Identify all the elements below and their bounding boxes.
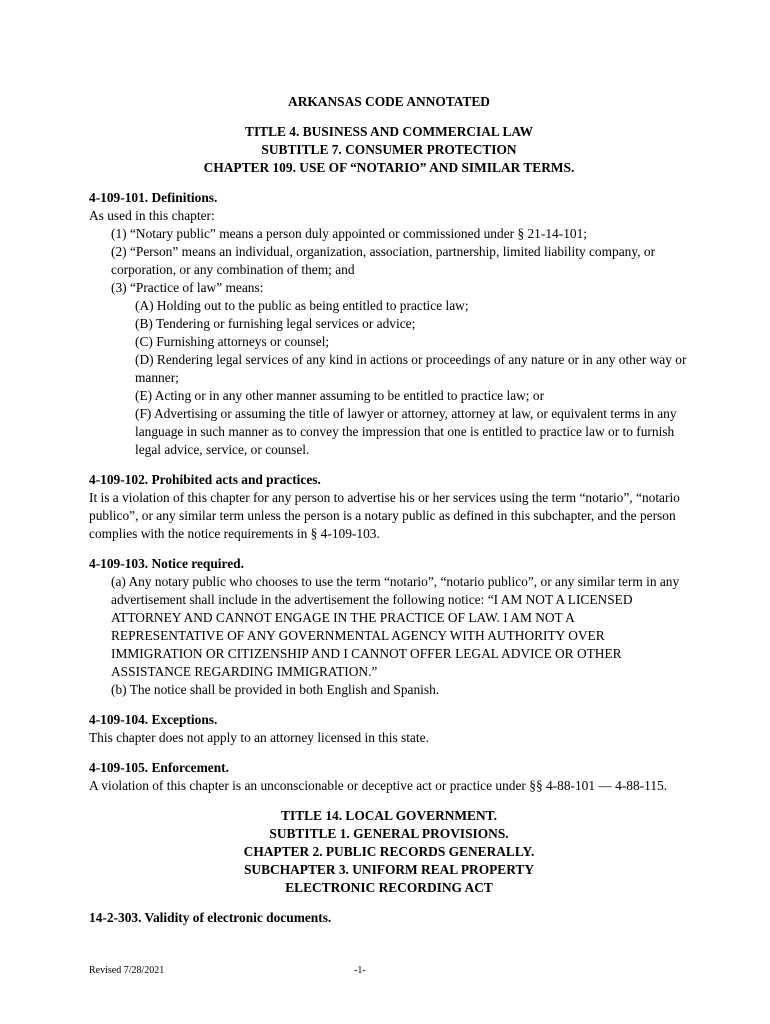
subchapter-3-line: SUBCHAPTER 3. UNIFORM REAL PROPERTY xyxy=(243,862,535,877)
definition-item: (3) “Practice of law” means: xyxy=(111,280,264,295)
definition-subitem: (D) Rendering legal services of any kind in actions or proceedings of any nature or in any other way or manner; xyxy=(135,352,687,385)
section-body: A violation of this chapter is an unconscionable or deceptive act or practice under §§ 4-88-101 — 4-88-115. xyxy=(89,778,668,793)
title-4-heading xyxy=(89,123,689,177)
section-intro: As used in this chapter: xyxy=(89,208,215,223)
section-4-109-103 xyxy=(89,555,689,699)
chapter-109-line: CHAPTER 109. USE OF “NOTARIO” AND SIMILAR TERMS. xyxy=(203,160,575,175)
subtitle-1-line: SUBTITLE 1. GENERAL PROVISIONS. xyxy=(269,826,509,841)
definition-item: (2) “Person” means an individual, organization, association, partnership, limited liability company, or corporation, or any combination of them; and xyxy=(111,244,656,277)
subtitle-7-line: SUBTITLE 7. CONSUMER PROTECTION xyxy=(261,142,517,157)
section-4-109-104 xyxy=(89,711,689,747)
document-body xyxy=(89,93,689,939)
definition-subitem: (B) Tendering or furnishing legal services or advice; xyxy=(135,316,416,331)
definition-subitem: (E) Acting or in any other manner assuming to be entitled to practice law; or xyxy=(135,388,545,403)
page-number: -1- xyxy=(354,965,366,976)
section-title: 14-2-303. Validity of electronic documents. xyxy=(89,910,332,925)
main-title-block xyxy=(89,93,689,111)
section-body: It is a violation of this chapter for any person to advertise his or her services using the term “notario”, “notario publico”, or any similar term unless the person is a notary public as defined in this subchapter, and the person complies with the notice requirements in § 4-109-103. xyxy=(89,490,680,541)
section-title: 4-109-103. Notice required. xyxy=(89,556,244,571)
revised-date: Revised 7/28/2021 xyxy=(89,965,165,976)
section-body: This chapter does not apply to an attorney licensed in this state. xyxy=(89,730,429,745)
section-4-109-102 xyxy=(89,471,689,543)
definition-subitem: (A) Holding out to the public as being entitled to practice law; xyxy=(135,298,469,313)
section-title: 4-109-101. Definitions. xyxy=(89,190,218,205)
section-title: 4-109-104. Exceptions. xyxy=(89,712,218,727)
title-4-line: TITLE 4. BUSINESS AND COMMERCIAL LAW xyxy=(245,124,533,139)
notice-item: (a) Any notary public who chooses to use the term “notario”, “notario publico”, or any similar term in any advertisement shall include in the advertisement the following notice: “I AM NOT A LICENSED ATTORNEY AND CANNOT ENGAGE IN THE PRACTICE OF LAW. I AM NOT A REPRESENTATIVE OF ANY GOVERNMENTAL AGENCY WITH AUTHORITY OVER IMMIGRATION OR CITIZENSHIP AND I CANNOT OFFER LEGAL ADVICE OR OTHER ASSISTANCE REGARDING IMMIGRATION.” xyxy=(111,574,680,679)
definition-subitem: (F) Advertising or assuming the title of lawyer or attorney, attorney at law, or equivalent terms in any language in such manner as to convey the impression that one is entitled to practice law or to furnish legal advice, service, or counsel. xyxy=(135,406,677,457)
definition-subitem: (C) Furnishing attorneys or counsel; xyxy=(135,334,330,349)
act-name-line: ELECTRONIC RECORDING ACT xyxy=(285,880,493,895)
section-4-109-101 xyxy=(89,189,689,459)
main-title: ARKANSAS CODE ANNOTATED xyxy=(288,94,490,109)
notice-item: (b) The notice shall be provided in both English and Spanish. xyxy=(111,682,440,697)
section-title: 4-109-102. Prohibited acts and practices. xyxy=(89,472,321,487)
title-14-line: TITLE 14. LOCAL GOVERNMENT. xyxy=(281,808,497,823)
definition-item: (1) “Notary public” means a person duly appointed or commissioned under § 21-14-101; xyxy=(111,226,587,241)
section-title: 4-109-105. Enforcement. xyxy=(89,760,229,775)
section-4-109-105 xyxy=(89,759,689,795)
chapter-2-line: CHAPTER 2. PUBLIC RECORDS GENERALLY. xyxy=(243,844,535,859)
section-14-2-303 xyxy=(89,909,689,927)
title-14-heading xyxy=(89,807,689,897)
